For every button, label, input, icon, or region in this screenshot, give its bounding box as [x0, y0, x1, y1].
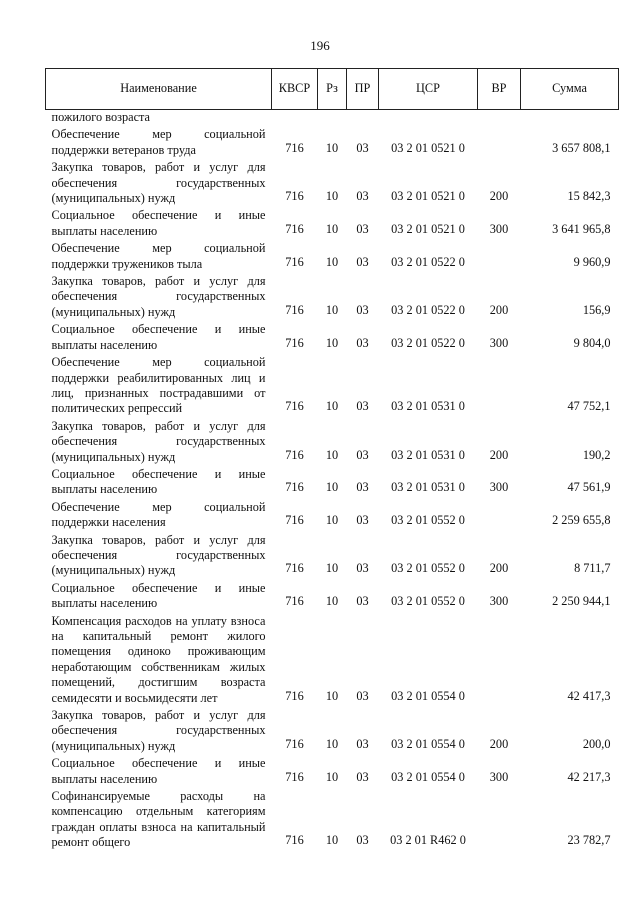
- row-pr: 03: [356, 335, 369, 350]
- row-name: Закупка товаров, работ и услуг для обеспечения государственных (муниципальных) нужд: [51, 418, 266, 464]
- row-kvsr: 716: [285, 513, 304, 528]
- row-name: Компенсация расходов на уплату взноса на капитальный ремонт жилого помещения одиноко проживающим неработающим собственникам жилых помещений, достигшим возраста семидесяти и восьмидесяти лет: [51, 613, 266, 705]
- row-kvsr: 716: [285, 833, 304, 848]
- row-kvsr: 716: [285, 254, 304, 269]
- table-row: [46, 320, 619, 353]
- table-row: [46, 706, 619, 754]
- header-vr: ВР: [478, 69, 521, 110]
- row-sum: 190,2: [582, 447, 611, 462]
- table-row: [46, 272, 619, 320]
- page-number: 196: [310, 38, 330, 53]
- row-sum: 3 657 808,1: [552, 140, 611, 155]
- row-vr: [478, 498, 521, 531]
- row-rz: 10: [325, 594, 339, 609]
- row-pr: 03: [356, 140, 369, 155]
- row-sum: 2 250 944,1: [552, 594, 611, 609]
- row-vr: [478, 612, 521, 706]
- table-row: [46, 579, 619, 612]
- row-pr: 03: [356, 302, 369, 317]
- row-csr: 03 2 01 0531 0: [391, 480, 465, 495]
- header-rz: Рз: [318, 69, 347, 110]
- row-kvsr: 716: [285, 480, 304, 495]
- row-pr: 03: [356, 561, 369, 576]
- row-sum: 42 217,3: [567, 769, 611, 784]
- row-vr: 300: [489, 335, 509, 350]
- row-csr: 03 2 01 R462 0: [390, 833, 466, 848]
- row-csr: 03 2 01 0531 0: [391, 447, 465, 462]
- row-sum: 9 960,9: [573, 254, 611, 269]
- row-name: Обеспечение мер социальной поддержки ветеранов труда: [51, 127, 266, 157]
- header-kvsr: КВСР: [272, 69, 318, 110]
- row-rz: 10: [325, 513, 339, 528]
- row-kvsr: 716: [285, 302, 304, 317]
- table-row: [46, 531, 619, 579]
- row-sum: 23 782,7: [567, 833, 611, 848]
- row-rz: 10: [325, 480, 339, 495]
- table-row: [46, 498, 619, 531]
- row-rz: 10: [325, 254, 339, 269]
- row-csr: 03 2 01 0522 0: [391, 254, 465, 269]
- row-name: Закупка товаров, работ и услуг для обеспечения государственных (муниципальных) нужд: [51, 708, 266, 753]
- table-header: [46, 69, 619, 110]
- row-kvsr: 716: [285, 736, 304, 751]
- row-pr: 03: [356, 594, 369, 609]
- row-pr: 03: [356, 480, 369, 495]
- row-kvsr: 716: [285, 447, 304, 462]
- row-sum: 8 711,7: [574, 561, 611, 576]
- row-rz: 10: [325, 221, 339, 236]
- row-vr: 200: [489, 561, 509, 576]
- row-csr: 03 2 01 0522 0: [391, 335, 465, 350]
- row-kvsr: 716: [285, 594, 304, 609]
- row-pr: 03: [356, 688, 369, 703]
- row-vr: [478, 239, 521, 272]
- row-name: Социальное обеспечение и иные выплаты населению: [51, 580, 266, 611]
- row-kvsr: 716: [285, 221, 304, 236]
- row-name: Закупка товаров, работ и услуг для обеспечения государственных (муниципальных) нужд: [51, 532, 266, 578]
- row-name: Обеспечение мер социальной поддержки реабилитированных лиц и лиц, признанных пострадавшими от политических репрессий: [51, 355, 266, 416]
- row-rz: 10: [325, 561, 339, 576]
- row-sum: 3 641 965,8: [552, 221, 611, 236]
- row-vr: 300: [489, 480, 509, 495]
- continuation-text: пожилого возраста: [51, 110, 151, 124]
- row-rz: 10: [325, 140, 339, 155]
- row-kvsr: 716: [285, 769, 304, 784]
- row-pr: 03: [356, 447, 369, 462]
- header-sum: Сумма: [521, 69, 619, 110]
- row-pr: 03: [356, 833, 369, 848]
- row-name: Социальное обеспечение и иные выплаты населению: [51, 466, 266, 497]
- row-rz: 10: [325, 189, 339, 204]
- header-pr: ПР: [347, 69, 379, 110]
- row-pr: 03: [356, 736, 369, 751]
- row-name: Софинансируемые расходы на компенсацию отдельным категориям граждан оплаты взноса на капитальный ремонт общего: [51, 789, 266, 850]
- row-kvsr: 716: [285, 561, 304, 576]
- row-kvsr: 716: [285, 189, 304, 204]
- row-kvsr: 716: [285, 140, 304, 155]
- row-csr: 03 2 01 0554 0: [391, 769, 465, 784]
- row-name: Закупка товаров, работ и услуг для обеспечения государственных (муниципальных) нужд: [51, 160, 266, 206]
- row-name: Социальное обеспечение и иные выплаты населению: [51, 208, 266, 238]
- row-rz: 10: [325, 447, 339, 462]
- row-pr: 03: [356, 189, 369, 204]
- row-name: Закупка товаров, работ и услуг для обеспечения государственных (муниципальных) нужд: [51, 274, 266, 319]
- row-vr: 300: [489, 594, 509, 609]
- table-row: [46, 465, 619, 498]
- row-vr: [478, 787, 521, 851]
- row-pr: 03: [356, 399, 369, 414]
- row-csr: 03 2 01 0521 0: [391, 221, 465, 236]
- row-vr: 300: [489, 221, 509, 236]
- row-vr: 300: [489, 769, 509, 784]
- table-row: [46, 206, 619, 239]
- row-pr: 03: [356, 513, 369, 528]
- row-csr: 03 2 01 0531 0: [391, 399, 465, 414]
- row-sum: 156,9: [582, 302, 611, 317]
- row-rz: 10: [325, 399, 339, 414]
- row-vr: [478, 125, 521, 158]
- row-vr: [478, 353, 521, 417]
- row-sum: 47 752,1: [567, 399, 611, 414]
- row-vr: 200: [489, 189, 509, 204]
- budget-table: [45, 68, 619, 851]
- table-row: [46, 158, 619, 206]
- table-row: [46, 239, 619, 272]
- row-csr: 03 2 01 0554 0: [391, 736, 465, 751]
- row-csr: 03 2 01 0521 0: [391, 189, 465, 204]
- row-rz: 10: [325, 736, 339, 751]
- row-csr: 03 2 01 0554 0: [391, 688, 465, 703]
- table-row: [46, 754, 619, 787]
- row-name: Социальное обеспечение и иные выплаты населению: [51, 322, 266, 352]
- row-kvsr: 716: [285, 688, 304, 703]
- row-csr: 03 2 01 0522 0: [391, 302, 465, 317]
- row-name: Обеспечение мер социальной поддержки населения: [51, 499, 266, 530]
- row-sum: 42 417,3: [567, 688, 611, 703]
- table-row: [46, 353, 619, 417]
- row-csr: 03 2 01 0521 0: [391, 140, 465, 155]
- row-pr: 03: [356, 221, 369, 236]
- row-rz: 10: [325, 688, 339, 703]
- header-csr: ЦСР: [379, 69, 478, 110]
- row-vr: 200: [489, 447, 509, 462]
- row-name: Обеспечение мер социальной поддержки тружеников тыла: [51, 241, 266, 271]
- table-row: [46, 417, 619, 465]
- row-sum: 200,0: [582, 736, 611, 751]
- row-pr: 03: [356, 769, 369, 784]
- table-row: [46, 612, 619, 706]
- row-rz: 10: [325, 335, 339, 350]
- table-row: [46, 125, 619, 158]
- continuation-row: [46, 110, 619, 126]
- row-csr: 03 2 01 0552 0: [391, 561, 465, 576]
- row-vr: 200: [489, 736, 509, 751]
- header-name: Наименование: [46, 69, 272, 110]
- row-csr: 03 2 01 0552 0: [391, 594, 465, 609]
- row-kvsr: 716: [285, 335, 304, 350]
- row-pr: 03: [356, 254, 369, 269]
- row-sum: 47 561,9: [567, 480, 611, 495]
- row-sum: 9 804,0: [573, 335, 611, 350]
- row-kvsr: 716: [285, 399, 304, 414]
- row-vr: 200: [489, 302, 509, 317]
- row-sum: 15 842,3: [567, 189, 611, 204]
- table-row: [46, 787, 619, 851]
- row-sum: 2 259 655,8: [552, 513, 611, 528]
- row-rz: 10: [325, 769, 339, 784]
- table-body: [46, 110, 619, 851]
- row-name: Социальное обеспечение и иные выплаты населению: [51, 756, 266, 786]
- row-rz: 10: [325, 833, 339, 848]
- row-csr: 03 2 01 0552 0: [391, 513, 465, 528]
- row-rz: 10: [325, 302, 339, 317]
